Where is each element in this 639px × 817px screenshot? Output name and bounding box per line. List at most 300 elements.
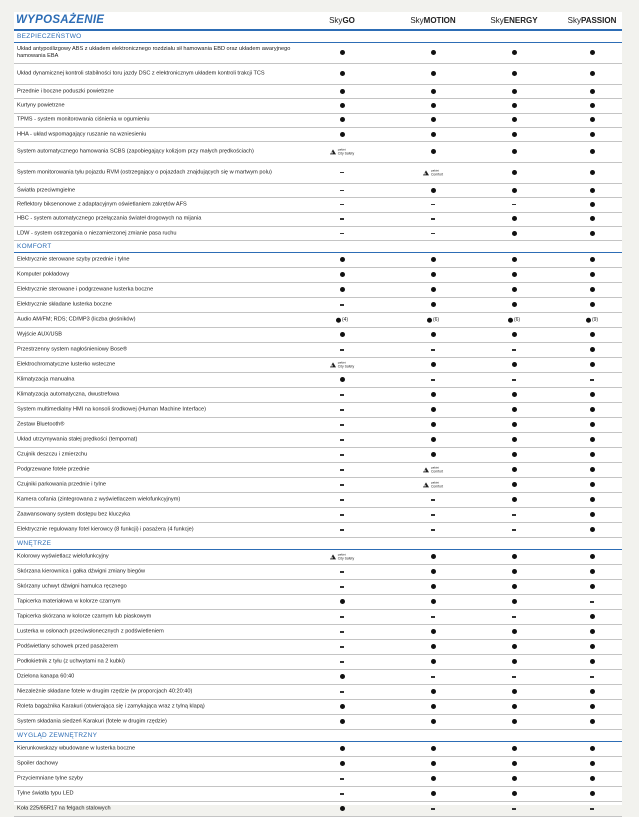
- standard-dot-icon: [431, 629, 436, 634]
- table-row: [14, 493, 622, 508]
- table-row: [14, 184, 622, 198]
- not-available-dash-icon: [431, 514, 435, 515]
- standard-dot-icon: [512, 332, 517, 337]
- standard-dot-icon: [431, 746, 436, 751]
- table-row: [14, 313, 622, 328]
- not-available-dash-icon: [340, 204, 344, 205]
- standard-dot-icon: [512, 287, 517, 292]
- standard-dot-icon: [590, 50, 595, 55]
- standard-dot-icon: [431, 437, 436, 442]
- availability-cell: [484, 689, 544, 695]
- availability-cell: [403, 149, 463, 155]
- standard-dot-icon: [512, 629, 517, 634]
- standard-dot-icon: [340, 71, 345, 76]
- standard-dot-icon: [590, 791, 595, 796]
- standard-dot-icon: [512, 103, 517, 108]
- not-available-dash-icon: [431, 676, 435, 677]
- availability-cell: [312, 527, 372, 533]
- column-header-skygo: SkyGO: [329, 16, 355, 25]
- table-row: [14, 43, 622, 64]
- availability-cell: [484, 659, 544, 665]
- availability-cell: [562, 422, 622, 428]
- standard-dot-icon: [590, 332, 595, 337]
- table-row: [14, 403, 622, 418]
- standard-dot-icon: [590, 704, 595, 709]
- standard-dot-icon: [590, 584, 595, 589]
- availability-cell: [312, 216, 372, 222]
- standard-dot-icon: [590, 89, 595, 94]
- package-word: pakiet: [430, 480, 439, 485]
- table-row: [14, 580, 622, 595]
- not-available-dash-icon: [340, 233, 344, 234]
- availability-cell: [484, 103, 544, 109]
- standard-dot-icon: [590, 776, 595, 781]
- availability-cell: [312, 704, 372, 710]
- feature-label: Elektrycznie sterowane i podgrzewane lusterka boczne: [17, 286, 154, 293]
- feature-label: HBC - system automatycznego przełączania świateł drogowych na mijania: [17, 215, 202, 222]
- feature-label: Czujnik deszczu i zmierzchu: [17, 451, 88, 458]
- availability-cell: [484, 362, 544, 368]
- availability-cell: [484, 629, 544, 635]
- feature-label: Reflektory biksenonowe z adaptacyjnym oświetlaniem zakrętów AFS: [17, 201, 187, 208]
- section-header: KOMFORT: [14, 241, 622, 253]
- not-available-dash-icon: [340, 529, 344, 530]
- availability-cell: [312, 569, 372, 575]
- not-available-dash-icon: [340, 394, 344, 395]
- speaker-count: (4): [341, 317, 349, 324]
- availability-cell: [403, 659, 463, 665]
- standard-dot-icon: [431, 103, 436, 108]
- feature-label: Zestaw Bluetooth®: [17, 421, 65, 428]
- availability-cell: [562, 407, 622, 413]
- feature-label: Elektrochromatyczne lusterko wsteczne: [17, 361, 116, 368]
- availability-cell: [484, 407, 544, 413]
- standard-dot-icon: [431, 659, 436, 664]
- availability-cell: [312, 806, 372, 812]
- standard-dot-icon: [590, 170, 595, 175]
- section-header: WYGLĄD ZEWNĘTRZNY: [14, 730, 622, 742]
- not-available-dash-icon: [340, 631, 344, 632]
- speaker-count: (6): [513, 317, 521, 324]
- column-header-skymotion: SkyMOTION: [410, 16, 456, 25]
- availability-cell: [403, 452, 463, 458]
- availability-cell: [312, 776, 372, 782]
- standard-dot-icon: [512, 746, 517, 751]
- availability-cell: [562, 71, 622, 77]
- availability-cell: [562, 231, 622, 237]
- availability-cell: [484, 347, 544, 353]
- availability-cell: [312, 231, 372, 237]
- not-available-dash-icon: [340, 439, 344, 440]
- table-row: [14, 64, 622, 85]
- not-available-dash-icon: [340, 218, 344, 219]
- standard-dot-icon: [431, 50, 436, 55]
- standard-dot-icon: [590, 527, 595, 532]
- table-row: [14, 670, 622, 685]
- standard-dot-icon: [431, 644, 436, 649]
- standard-dot-icon: [340, 377, 345, 382]
- feature-label: Tapicerka skórzana w kolorze czarnym lub piaskowym: [17, 613, 152, 620]
- feature-label: Podgrzewane fotele przednie: [17, 466, 90, 473]
- standard-dot-icon: [431, 272, 436, 277]
- availability-cell: [484, 719, 544, 725]
- availability-cell: [562, 362, 622, 368]
- speaker-count: (9): [591, 317, 599, 324]
- table-row: [14, 213, 622, 227]
- table-row: [14, 685, 622, 700]
- availability-cell: [562, 170, 622, 176]
- availability-cell: [403, 50, 463, 56]
- availability-cell: [484, 332, 544, 338]
- standard-dot-icon: [512, 452, 517, 457]
- availability-cell: [484, 584, 544, 590]
- standard-dot-icon: [340, 132, 345, 137]
- standard-dot-icon: [590, 362, 595, 367]
- standard-dot-icon: [431, 791, 436, 796]
- table-row: [14, 802, 622, 817]
- feature-label: TPMS - system monitorowania ciśnienia w ogumieniu: [17, 116, 150, 123]
- feature-label: Światła przeciwmgielne: [17, 187, 76, 194]
- availability-cell: [562, 467, 622, 473]
- availability-cell: [403, 407, 463, 413]
- standard-dot-icon: [512, 407, 517, 412]
- not-available-dash-icon: [431, 233, 435, 234]
- table-row: [14, 550, 622, 565]
- availability-cell: [312, 362, 372, 369]
- availability-cell: [312, 644, 372, 650]
- availability-cell: [484, 50, 544, 56]
- standard-dot-icon: [590, 287, 595, 292]
- availability-cell: [403, 527, 463, 533]
- availability-cell: [403, 392, 463, 398]
- standard-dot-icon: [431, 132, 436, 137]
- availability-cell: [484, 170, 544, 176]
- standard-dot-icon: [512, 467, 517, 472]
- availability-cell: [562, 719, 622, 725]
- standard-dot-icon: [340, 257, 345, 262]
- package-label: [338, 554, 354, 561]
- availability-cell: [562, 437, 622, 443]
- standard-dot-icon: [512, 257, 517, 262]
- availability-cell: [562, 317, 622, 323]
- feature-label: Układ utrzymywania stałej prędkości (tempomat): [17, 436, 138, 443]
- package-word: pakiet: [337, 147, 346, 152]
- standard-dot-icon: [590, 117, 595, 122]
- availability-cell: [312, 302, 372, 308]
- standard-dot-icon: [431, 689, 436, 694]
- standard-dot-icon: [431, 599, 436, 604]
- table-row: [14, 715, 622, 730]
- availability-cell: [484, 132, 544, 138]
- standard-dot-icon: [431, 392, 436, 397]
- feature-label: Skórzany uchwyt dźwigni hamulca ręcznego: [17, 583, 127, 590]
- availability-cell: [484, 71, 544, 77]
- availability-cell: [312, 89, 372, 95]
- availability-cell: [312, 188, 372, 194]
- standard-dot-icon: [590, 614, 595, 619]
- package-label: [338, 149, 354, 156]
- availability-cell: [403, 216, 463, 222]
- standard-dot-icon: [431, 452, 436, 457]
- table-row: [14, 388, 622, 403]
- standard-dot-icon: [512, 170, 517, 175]
- package-name: City Safety: [337, 151, 355, 156]
- table-row: [14, 418, 622, 433]
- availability-cell: [312, 497, 372, 503]
- availability-cell: [484, 317, 544, 323]
- availability-cell: [562, 50, 622, 56]
- standard-dot-icon: [590, 231, 595, 236]
- standard-dot-icon: [590, 482, 595, 487]
- availability-cell: [562, 482, 622, 488]
- availability-cell: [484, 202, 544, 208]
- standard-dot-icon: [590, 71, 595, 76]
- feature-label: Wyjście AUX/USB: [17, 331, 63, 338]
- feature-label: Podłokietnik z tyłu (z uchwytami na 2 kubki): [17, 658, 125, 665]
- standard-dot-icon: [340, 89, 345, 94]
- availability-cell: [403, 719, 463, 725]
- standard-dot-icon: [512, 584, 517, 589]
- availability-cell: [403, 231, 463, 237]
- not-available-dash-icon: [512, 676, 516, 677]
- table-row: [14, 742, 622, 757]
- standard-dot-icon: [512, 71, 517, 76]
- availability-cell: [484, 231, 544, 237]
- feature-label: Tapicerka materiałowa w kolorze czarnym: [17, 598, 121, 605]
- availability-cell: [312, 50, 372, 56]
- availability-cell: [562, 149, 622, 155]
- standard-dot-icon: [340, 599, 345, 604]
- table-row: [14, 198, 622, 212]
- package-option-triangle-icon: [330, 555, 336, 560]
- standard-dot-icon: [590, 689, 595, 694]
- standard-dot-icon: [431, 719, 436, 724]
- availability-cell: [562, 527, 622, 533]
- standard-dot-icon: [431, 362, 436, 367]
- not-available-dash-icon: [340, 304, 344, 305]
- package-name: Comfort: [430, 172, 444, 177]
- availability-cell: [562, 569, 622, 575]
- availability-cell: [312, 257, 372, 263]
- availability-cell: [562, 272, 622, 278]
- not-available-dash-icon: [340, 424, 344, 425]
- availability-cell: [484, 287, 544, 293]
- table-row: [14, 463, 622, 478]
- standard-dot-icon: [512, 791, 517, 796]
- availability-cell: [403, 584, 463, 590]
- standard-dot-icon: [590, 437, 595, 442]
- table-row: [14, 298, 622, 313]
- table-row: [14, 478, 622, 493]
- availability-cell: [403, 257, 463, 263]
- availability-cell: [562, 584, 622, 590]
- availability-cell: [484, 257, 544, 263]
- table-row: [14, 655, 622, 670]
- availability-cell: [403, 132, 463, 138]
- feature-label: Kierunkowskazy wbudowane w lusterka boczne: [17, 745, 136, 752]
- table-row: [14, 373, 622, 388]
- availability-cell: [562, 332, 622, 338]
- availability-cell: [403, 554, 463, 560]
- availability-cell: [562, 117, 622, 123]
- standard-dot-icon: [340, 761, 345, 766]
- standard-dot-icon: [512, 188, 517, 193]
- availability-cell: [312, 317, 372, 323]
- table-row: [14, 343, 622, 358]
- standard-dot-icon: [431, 776, 436, 781]
- standard-dot-icon: [431, 422, 436, 427]
- availability-cell: [562, 347, 622, 353]
- feature-label: Tylne światła typu LED: [17, 790, 74, 797]
- feature-label: Kamera cofania (zintegrowana z wyświetlaczem wielofunkcyjnym): [17, 496, 181, 503]
- feature-label: Układ antypoślizgowy ABS z układem elektronicznego rozdziału sił hamowania EBD oraz układem awaryjnego hamowania EBA: [17, 46, 291, 59]
- standard-dot-icon: [340, 287, 345, 292]
- standard-dot-icon: [512, 132, 517, 137]
- not-available-dash-icon: [340, 616, 344, 617]
- table-row: [14, 757, 622, 772]
- availability-cell: [484, 791, 544, 797]
- standard-dot-icon: [431, 149, 436, 154]
- package-name: Comfort: [430, 469, 444, 474]
- package-word: pakiet: [337, 552, 346, 557]
- availability-cell: [312, 467, 372, 473]
- availability-cell: [484, 117, 544, 123]
- package-name: City Safety: [337, 364, 355, 369]
- availability-cell: [403, 761, 463, 767]
- availability-cell: [312, 170, 372, 176]
- availability-cell: [484, 554, 544, 560]
- standard-dot-icon: [590, 407, 595, 412]
- standard-dot-icon: [431, 332, 436, 337]
- table-row: [14, 625, 622, 640]
- standard-dot-icon: [340, 332, 345, 337]
- not-available-dash-icon: [590, 676, 594, 677]
- standard-dot-icon: [512, 719, 517, 724]
- standard-dot-icon: [590, 719, 595, 724]
- table-row: [14, 640, 622, 655]
- availability-cell: [403, 467, 463, 474]
- standard-dot-icon: [336, 318, 341, 323]
- table-row: [14, 328, 622, 343]
- table-row: [14, 283, 622, 298]
- availability-cell: [562, 614, 622, 620]
- feature-label: Koła 225/65R17 na felgach stalowych: [17, 805, 111, 812]
- standard-dot-icon: [431, 569, 436, 574]
- standard-dot-icon: [512, 482, 517, 487]
- availability-cell: [484, 674, 544, 680]
- availability-cell: [484, 188, 544, 194]
- not-available-dash-icon: [512, 529, 516, 530]
- availability-cell: [562, 202, 622, 208]
- standard-dot-icon: [431, 302, 436, 307]
- standard-dot-icon: [340, 704, 345, 709]
- not-available-dash-icon: [431, 349, 435, 350]
- feature-label: LDW - system ostrzegania o niezamierzonej zmianie pasa ruchu: [17, 230, 177, 237]
- availability-cell: [403, 644, 463, 650]
- availability-cell: [484, 377, 544, 383]
- standard-dot-icon: [512, 554, 517, 559]
- standard-dot-icon: [512, 117, 517, 122]
- package-label: [338, 362, 354, 369]
- availability-cell: [403, 103, 463, 109]
- availability-cell: [403, 377, 463, 383]
- availability-cell: [562, 512, 622, 518]
- standard-dot-icon: [590, 569, 595, 574]
- not-available-dash-icon: [512, 204, 516, 205]
- availability-cell: [403, 117, 463, 123]
- standard-dot-icon: [590, 554, 595, 559]
- standard-dot-icon: [431, 117, 436, 122]
- standard-dot-icon: [512, 302, 517, 307]
- standard-dot-icon: [512, 437, 517, 442]
- standard-dot-icon: [512, 231, 517, 236]
- feature-label: Skórzana kierownica i gałka dźwigni zmiany biegów: [17, 568, 146, 575]
- not-available-dash-icon: [340, 571, 344, 572]
- availability-cell: [312, 422, 372, 428]
- standard-dot-icon: [431, 257, 436, 262]
- not-available-dash-icon: [512, 616, 516, 617]
- availability-cell: [403, 704, 463, 710]
- standard-dot-icon: [512, 689, 517, 694]
- package-option-triangle-icon: [330, 363, 336, 368]
- not-available-dash-icon: [512, 379, 516, 380]
- availability-cell: [484, 392, 544, 398]
- availability-cell: [562, 132, 622, 138]
- availability-cell: [403, 302, 463, 308]
- standard-dot-icon: [512, 761, 517, 766]
- not-available-dash-icon: [590, 601, 594, 602]
- standard-dot-icon: [427, 318, 432, 323]
- feature-label: Komputer pokładowy: [17, 271, 70, 278]
- feature-label: Elektrycznie regulowany fotel kierowcy (8 funkcji) i pasażera (4 funkcje): [17, 526, 194, 533]
- availability-cell: [403, 746, 463, 752]
- standard-dot-icon: [590, 302, 595, 307]
- standard-dot-icon: [431, 71, 436, 76]
- table-row: [14, 610, 622, 625]
- availability-cell: [562, 216, 622, 222]
- table-row: [14, 508, 622, 523]
- availability-cell: [312, 407, 372, 413]
- availability-cell: [312, 512, 372, 518]
- availability-cell: [562, 302, 622, 308]
- feature-label: Elektrycznie sterowane szyby przednie i tylne: [17, 256, 130, 263]
- package-option-triangle-icon: [423, 483, 429, 488]
- not-available-dash-icon: [431, 529, 435, 530]
- table-row: [14, 772, 622, 787]
- availability-cell: [484, 216, 544, 222]
- not-available-dash-icon: [340, 793, 344, 794]
- standard-dot-icon: [512, 89, 517, 94]
- standard-dot-icon: [340, 272, 345, 277]
- availability-cell: [403, 674, 463, 680]
- availability-cell: [562, 554, 622, 560]
- availability-cell: [403, 332, 463, 338]
- not-available-dash-icon: [340, 454, 344, 455]
- availability-cell: [312, 689, 372, 695]
- availability-cell: [403, 202, 463, 208]
- feature-label: Przyciemniane tylne szyby: [17, 775, 83, 782]
- feature-label: System monitorowania tyłu pojazdu RVM (ostrzegający o pojazdach znajdujących się w martwym polu): [17, 169, 272, 176]
- availability-cell: [562, 599, 622, 605]
- standard-dot-icon: [590, 467, 595, 472]
- feature-label: Dzielona kanapa 60:40: [17, 673, 75, 680]
- standard-dot-icon: [590, 132, 595, 137]
- not-available-dash-icon: [431, 499, 435, 500]
- feature-label: Spoiler dachowy: [17, 760, 59, 767]
- not-available-dash-icon: [431, 218, 435, 219]
- availability-cell: [484, 569, 544, 575]
- table-row: [14, 448, 622, 463]
